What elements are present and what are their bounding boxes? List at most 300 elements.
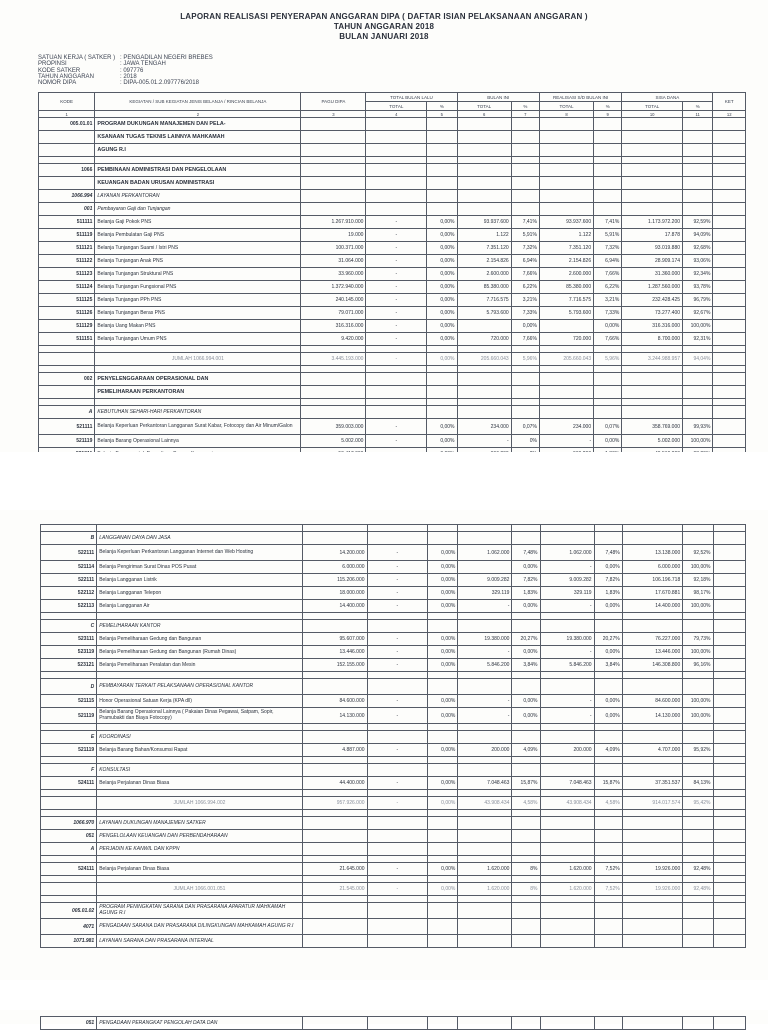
empty-cell bbox=[594, 790, 622, 797]
ket-cell bbox=[713, 883, 746, 896]
table-row bbox=[41, 600, 746, 613]
realization-pct-cell: 0,00% bbox=[594, 435, 622, 448]
realization-cell: - bbox=[540, 600, 594, 613]
empty-cell bbox=[367, 724, 428, 731]
prev-pct-cell: 0,00% bbox=[427, 216, 457, 229]
empty-cell bbox=[539, 406, 593, 419]
empty-cell bbox=[511, 177, 539, 190]
prev-total-cell: - bbox=[367, 744, 428, 757]
empty-cell bbox=[301, 157, 366, 164]
empty-cell bbox=[683, 843, 713, 856]
empty-cell bbox=[97, 672, 302, 679]
empty-cell bbox=[683, 190, 713, 203]
empty-cell bbox=[594, 386, 622, 399]
empty-cell bbox=[622, 190, 683, 203]
empty-cell bbox=[457, 164, 511, 177]
empty-cell bbox=[302, 525, 367, 532]
empty-cell bbox=[511, 190, 539, 203]
realization-pct-cell: 6,94% bbox=[594, 255, 622, 268]
account-code: 1066 bbox=[39, 164, 95, 177]
empty-cell bbox=[427, 366, 457, 373]
pagu-cell: 14.400.000 bbox=[302, 600, 367, 613]
ket-cell bbox=[713, 731, 746, 744]
empty-cell bbox=[301, 386, 366, 399]
account-code: 1071.981 bbox=[41, 935, 97, 948]
empty-cell bbox=[302, 672, 367, 679]
account-description: Honor Operasional Satuan Kerja (KPA dll) bbox=[97, 695, 302, 708]
prev-total-cell: - bbox=[367, 633, 428, 646]
empty-cell bbox=[457, 190, 511, 203]
empty-cell bbox=[683, 406, 713, 419]
spacer-row bbox=[41, 724, 746, 731]
empty-cell bbox=[683, 613, 713, 620]
month-pct-cell: 0% bbox=[511, 435, 539, 448]
realization-cell: - bbox=[540, 561, 594, 574]
empty-cell bbox=[428, 817, 458, 830]
month-cell: - bbox=[458, 646, 512, 659]
realization-cell: 1.620.000 bbox=[540, 863, 594, 876]
report-page-1 bbox=[0, 0, 768, 452]
account-code: 002 bbox=[39, 373, 95, 386]
empty-cell bbox=[302, 856, 367, 863]
ket-cell bbox=[713, 708, 746, 724]
empty-cell bbox=[367, 764, 428, 777]
account-description: Belanja Pemeliharaan Peralatan dan Mesin bbox=[97, 659, 302, 672]
account-code: 4071 bbox=[41, 919, 97, 935]
realization-pct-cell: 5,91% bbox=[594, 229, 622, 242]
empty-cell bbox=[622, 525, 683, 532]
empty-cell bbox=[97, 790, 302, 797]
empty-cell bbox=[427, 144, 457, 157]
empty-cell bbox=[427, 386, 457, 399]
ket-cell bbox=[713, 817, 746, 830]
column-number: 4 bbox=[366, 111, 427, 118]
remaining-cell: 37.351.537 bbox=[622, 777, 683, 790]
empty-cell bbox=[683, 386, 713, 399]
account-description: LAYANAN SARANA DAN PRASARANA INTERNAL bbox=[97, 935, 302, 948]
empty-cell bbox=[301, 164, 366, 177]
empty-cell bbox=[367, 731, 428, 744]
prev-pct-cell: 0,00% bbox=[428, 561, 458, 574]
ket-cell bbox=[713, 386, 746, 399]
ket-cell bbox=[713, 561, 746, 574]
month-cell: 234.000 bbox=[457, 419, 511, 435]
empty-cell bbox=[428, 896, 458, 903]
realization-pct-cell: 7,66% bbox=[594, 268, 622, 281]
account-description: Belanja Tunjangan Fungsional PNS bbox=[95, 281, 301, 294]
metadata-label: SATUAN KERJA ( SATKER ) bbox=[38, 55, 116, 61]
header-total: TOTAL bbox=[457, 102, 511, 111]
column-number: 3 bbox=[301, 111, 366, 118]
prev-pct-cell: 0,00% bbox=[427, 294, 457, 307]
empty-cell bbox=[622, 830, 683, 843]
empty-cell bbox=[427, 177, 457, 190]
empty-cell bbox=[302, 903, 367, 919]
realization-cell: 2.600.000 bbox=[539, 268, 593, 281]
section-row bbox=[39, 406, 746, 419]
empty-cell bbox=[428, 1017, 458, 1030]
empty-cell bbox=[594, 1017, 622, 1030]
empty-cell bbox=[511, 399, 539, 406]
account-description: Belanja Tunjangan Beras PNS bbox=[95, 307, 301, 320]
empty-cell bbox=[683, 203, 713, 216]
prev-pct-cell: 0,00% bbox=[428, 574, 458, 587]
realization-pct-cell: 7,52% bbox=[594, 863, 622, 876]
remaining-cell: 13.138.000 bbox=[622, 545, 683, 561]
empty-cell bbox=[428, 919, 458, 935]
realization-cell: 720.000 bbox=[539, 333, 593, 346]
account-code: 524111 bbox=[41, 777, 97, 790]
empty-cell bbox=[683, 672, 713, 679]
account-code: 511125 bbox=[39, 294, 95, 307]
empty-cell bbox=[540, 830, 594, 843]
empty-cell bbox=[683, 830, 713, 843]
empty-cell bbox=[302, 896, 367, 903]
prev-pct-cell: 0,00% bbox=[427, 320, 457, 333]
pagu-cell: 4.887.000 bbox=[302, 744, 367, 757]
spacer-row bbox=[41, 876, 746, 883]
remaining-cell: 1.287.560.000 bbox=[622, 281, 683, 294]
ket-cell bbox=[713, 574, 746, 587]
empty-cell bbox=[622, 131, 683, 144]
remaining-pct-cell: 100,00% bbox=[683, 435, 713, 448]
account-code: 511121 bbox=[39, 242, 95, 255]
pagu-cell: 115.206.000 bbox=[302, 574, 367, 587]
ket-cell bbox=[713, 294, 746, 307]
empty-cell bbox=[302, 679, 367, 695]
report-metadata bbox=[38, 55, 213, 86]
remaining-pct-cell: 100,00% bbox=[683, 646, 713, 659]
account-description: AGUNG R.I bbox=[95, 144, 301, 157]
empty-cell bbox=[458, 843, 512, 856]
account-description: Belanja Langganan Listrik bbox=[97, 574, 302, 587]
month-cell: 19.380.000 bbox=[458, 633, 512, 646]
empty-cell bbox=[367, 919, 428, 935]
month-pct-cell: 7,82% bbox=[512, 574, 540, 587]
account-description: PENGADAAN PERANGKAT PENGOLAH DATA DAN bbox=[97, 1017, 302, 1030]
ket-cell bbox=[713, 203, 746, 216]
empty-cell bbox=[622, 386, 683, 399]
empty-cell bbox=[301, 399, 366, 406]
section-row bbox=[41, 903, 746, 919]
account-description: PENYELENGGARAAN OPERASIONAL DAN bbox=[95, 373, 301, 386]
empty-cell bbox=[622, 672, 683, 679]
prev-total-cell: - bbox=[366, 307, 427, 320]
pagu-cell: 14.130.000 bbox=[302, 708, 367, 724]
empty-cell bbox=[428, 903, 458, 919]
empty-cell bbox=[713, 896, 746, 903]
remaining-cell: 232.428.425 bbox=[622, 294, 683, 307]
prev-total-cell: - bbox=[367, 695, 428, 708]
ket-cell bbox=[713, 830, 746, 843]
empty-cell bbox=[367, 1017, 428, 1030]
pagu-cell: 100.371.000 bbox=[301, 242, 366, 255]
account-code: 001 bbox=[39, 203, 95, 216]
empty-cell bbox=[594, 764, 622, 777]
prev-pct-cell: 0,00% bbox=[427, 281, 457, 294]
empty-cell bbox=[457, 373, 511, 386]
ket-cell bbox=[713, 620, 746, 633]
empty-cell bbox=[367, 810, 428, 817]
empty-cell bbox=[97, 724, 302, 731]
pagu-cell: 84.600.000 bbox=[302, 695, 367, 708]
remaining-pct-cell: 95,92% bbox=[683, 744, 713, 757]
header-pct: % bbox=[511, 102, 539, 111]
empty-cell bbox=[540, 896, 594, 903]
ket-cell bbox=[713, 216, 746, 229]
realization-pct-cell: 7,52% bbox=[594, 883, 622, 896]
realization-cell: 1.062.000 bbox=[540, 545, 594, 561]
empty-cell bbox=[683, 724, 713, 731]
month-cell: - bbox=[457, 435, 511, 448]
account-code: 523119 bbox=[41, 646, 97, 659]
table-row bbox=[41, 777, 746, 790]
month-cell: 1.620.000 bbox=[458, 883, 512, 896]
empty-cell bbox=[41, 724, 97, 731]
empty-cell bbox=[683, 764, 713, 777]
account-code bbox=[39, 131, 95, 144]
empty-cell bbox=[301, 190, 366, 203]
header-prev-total: TOTAL BULAN LALU bbox=[366, 93, 457, 102]
empty-cell bbox=[683, 919, 713, 935]
account-code: 051 bbox=[41, 830, 97, 843]
table-row bbox=[39, 320, 746, 333]
empty-cell bbox=[539, 177, 593, 190]
table-row bbox=[41, 545, 746, 561]
account-code: 524111 bbox=[41, 863, 97, 876]
empty-cell bbox=[594, 399, 622, 406]
ket-cell bbox=[713, 406, 746, 419]
empty-cell bbox=[540, 679, 594, 695]
empty-cell bbox=[594, 679, 622, 695]
empty-cell bbox=[427, 118, 457, 131]
empty-cell bbox=[594, 190, 622, 203]
empty-cell bbox=[302, 613, 367, 620]
realization-pct-cell: 4,09% bbox=[594, 744, 622, 757]
empty-cell bbox=[713, 672, 746, 679]
realization-pct-cell: 4,58% bbox=[594, 797, 622, 810]
empty-cell bbox=[457, 346, 511, 353]
column-number: 7 bbox=[511, 111, 539, 118]
month-cell: 5.793.600 bbox=[457, 307, 511, 320]
prev-total-cell: - bbox=[366, 419, 427, 435]
empty-cell bbox=[539, 164, 593, 177]
realization-pct-cell: 6,22% bbox=[594, 281, 622, 294]
empty-cell bbox=[594, 118, 622, 131]
empty-cell bbox=[458, 896, 512, 903]
empty-cell bbox=[594, 346, 622, 353]
section-row bbox=[39, 118, 746, 131]
header-row bbox=[39, 93, 746, 102]
remaining-cell: 1.173.972.200 bbox=[622, 216, 683, 229]
empty-cell bbox=[622, 810, 683, 817]
account-code: 511122 bbox=[39, 255, 95, 268]
empty-cell bbox=[41, 757, 97, 764]
empty-cell bbox=[622, 613, 683, 620]
empty-cell bbox=[622, 620, 683, 633]
month-pct-cell: 7,32% bbox=[511, 242, 539, 255]
empty-cell bbox=[458, 613, 512, 620]
empty-cell bbox=[683, 346, 713, 353]
table-row bbox=[41, 646, 746, 659]
empty-cell bbox=[302, 532, 367, 545]
prev-total-cell: - bbox=[366, 229, 427, 242]
prev-total-cell: - bbox=[366, 255, 427, 268]
empty-cell bbox=[97, 856, 302, 863]
empty-cell bbox=[594, 757, 622, 764]
realization-pct-cell: 7,82% bbox=[594, 574, 622, 587]
empty-cell bbox=[95, 399, 301, 406]
empty-cell bbox=[39, 346, 95, 353]
realization-pct-cell: 7,48% bbox=[594, 545, 622, 561]
ket-cell bbox=[713, 419, 746, 435]
account-code: 511119 bbox=[39, 229, 95, 242]
remaining-cell: 914.017.574 bbox=[622, 797, 683, 810]
prev-pct-cell: 0,00% bbox=[428, 587, 458, 600]
empty-cell bbox=[302, 843, 367, 856]
ket-cell bbox=[713, 695, 746, 708]
prev-pct-cell: 0,00% bbox=[428, 659, 458, 672]
metadata-row bbox=[38, 80, 213, 86]
empty-cell bbox=[366, 373, 427, 386]
account-description: Belanja Keperluan Perkantoran Langganan Surat Kabar, Fotocopy dan Air Minum/Galon bbox=[95, 419, 301, 435]
realization-cell: - bbox=[540, 646, 594, 659]
account-description: PEMELIHARAAN PERKANTORAN bbox=[95, 386, 301, 399]
section-row bbox=[39, 190, 746, 203]
remaining-cell: 4.707.000 bbox=[622, 744, 683, 757]
account-description: Belanja Pemeliharaan Gedung dan Bangunan bbox=[97, 633, 302, 646]
account-description: JUMLAH 1066.994.002 bbox=[97, 797, 302, 810]
empty-cell bbox=[366, 164, 427, 177]
realization-cell: 200.000 bbox=[540, 744, 594, 757]
realization-cell: 2.154.826 bbox=[539, 255, 593, 268]
account-description: KSANAAN TUGAS TEKNIS LAINNYA MAHKAMAH bbox=[95, 131, 301, 144]
ket-cell bbox=[713, 600, 746, 613]
empty-cell bbox=[539, 373, 593, 386]
ket-cell bbox=[713, 903, 746, 919]
empty-cell bbox=[41, 810, 97, 817]
account-code: B bbox=[41, 532, 97, 545]
remaining-cell: 17.878 bbox=[622, 229, 683, 242]
month-cell: 5.846.200 bbox=[458, 659, 512, 672]
empty-cell bbox=[683, 144, 713, 157]
section-row bbox=[41, 1017, 746, 1030]
realization-pct-cell: 0,00% bbox=[594, 646, 622, 659]
empty-cell bbox=[301, 118, 366, 131]
remaining-pct-cell: 100,00% bbox=[683, 600, 713, 613]
month-pct-cell: 7,48% bbox=[512, 545, 540, 561]
pagu-cell: 316.316.000 bbox=[301, 320, 366, 333]
empty-cell bbox=[622, 876, 683, 883]
account-description: KOORDINASI bbox=[97, 731, 302, 744]
empty-cell bbox=[427, 203, 457, 216]
month-cell: 1.620.000 bbox=[458, 863, 512, 876]
account-code bbox=[39, 386, 95, 399]
prev-total-cell: - bbox=[366, 435, 427, 448]
ket-cell bbox=[713, 190, 746, 203]
empty-cell bbox=[427, 346, 457, 353]
empty-cell bbox=[540, 876, 594, 883]
empty-cell bbox=[97, 525, 302, 532]
month-pct-cell: 4,58% bbox=[512, 797, 540, 810]
table-row bbox=[41, 633, 746, 646]
remaining-cell: 28.909.174 bbox=[622, 255, 683, 268]
ket-cell bbox=[713, 764, 746, 777]
empty-cell bbox=[366, 157, 427, 164]
empty-cell bbox=[428, 764, 458, 777]
subtotal-row bbox=[39, 353, 746, 366]
table-row bbox=[39, 294, 746, 307]
month-pct-cell: 3,21% bbox=[511, 294, 539, 307]
realization-pct-cell: 0,00% bbox=[594, 600, 622, 613]
account-code: A bbox=[39, 406, 95, 419]
empty-cell bbox=[302, 620, 367, 633]
account-description: Belanja Pemeliharaan Gedung dan Bangunan (Rumah Dinas) bbox=[97, 646, 302, 659]
empty-cell bbox=[302, 1017, 367, 1030]
pagu-cell: 957.926.000 bbox=[302, 797, 367, 810]
section-row bbox=[41, 935, 746, 948]
ket-cell bbox=[713, 353, 746, 366]
account-code: 523121 bbox=[41, 659, 97, 672]
remaining-pct-cell: 92,59% bbox=[683, 216, 713, 229]
empty-cell bbox=[622, 919, 683, 935]
remaining-cell: 146.308.800 bbox=[622, 659, 683, 672]
account-code: D bbox=[41, 679, 97, 695]
budget-table-page-2 bbox=[40, 524, 746, 948]
prev-pct-cell: 0,00% bbox=[428, 744, 458, 757]
empty-cell bbox=[458, 764, 512, 777]
empty-cell bbox=[622, 757, 683, 764]
account-code: 005.01.01 bbox=[39, 118, 95, 131]
month-cell: 2.154.826 bbox=[457, 255, 511, 268]
pagu-cell: 21.545.000 bbox=[302, 883, 367, 896]
account-code: 522111 bbox=[41, 574, 97, 587]
account-code: 521119 bbox=[39, 435, 95, 448]
empty-cell bbox=[511, 346, 539, 353]
remaining-pct-cell: 92,31% bbox=[683, 333, 713, 346]
empty-cell bbox=[457, 118, 511, 131]
empty-cell bbox=[301, 203, 366, 216]
empty-cell bbox=[511, 164, 539, 177]
spacer-row bbox=[39, 157, 746, 164]
ket-cell bbox=[713, 919, 746, 935]
month-pct-cell: 0,07% bbox=[511, 419, 539, 435]
column-number: 5 bbox=[427, 111, 457, 118]
empty-cell bbox=[540, 764, 594, 777]
prev-total-cell: - bbox=[367, 574, 428, 587]
realization-cell: - bbox=[540, 708, 594, 724]
empty-cell bbox=[511, 131, 539, 144]
empty-cell bbox=[457, 177, 511, 190]
empty-cell bbox=[512, 817, 540, 830]
account-code: A bbox=[41, 843, 97, 856]
empty-cell bbox=[594, 613, 622, 620]
spacer-row bbox=[41, 790, 746, 797]
account-description: Belanja Uang Makan PNS bbox=[95, 320, 301, 333]
spacer-row bbox=[41, 613, 746, 620]
remaining-pct-cell: 94,09% bbox=[683, 229, 713, 242]
empty-cell bbox=[683, 525, 713, 532]
remaining-pct-cell: 93,06% bbox=[683, 255, 713, 268]
empty-cell bbox=[39, 399, 95, 406]
section-row bbox=[39, 386, 746, 399]
empty-cell bbox=[366, 386, 427, 399]
empty-cell bbox=[511, 406, 539, 419]
month-pct-cell: 0,00% bbox=[512, 695, 540, 708]
empty-cell bbox=[428, 876, 458, 883]
remaining-cell: 3.244.988.957 bbox=[622, 353, 683, 366]
month-pct-cell: 5,91% bbox=[511, 229, 539, 242]
